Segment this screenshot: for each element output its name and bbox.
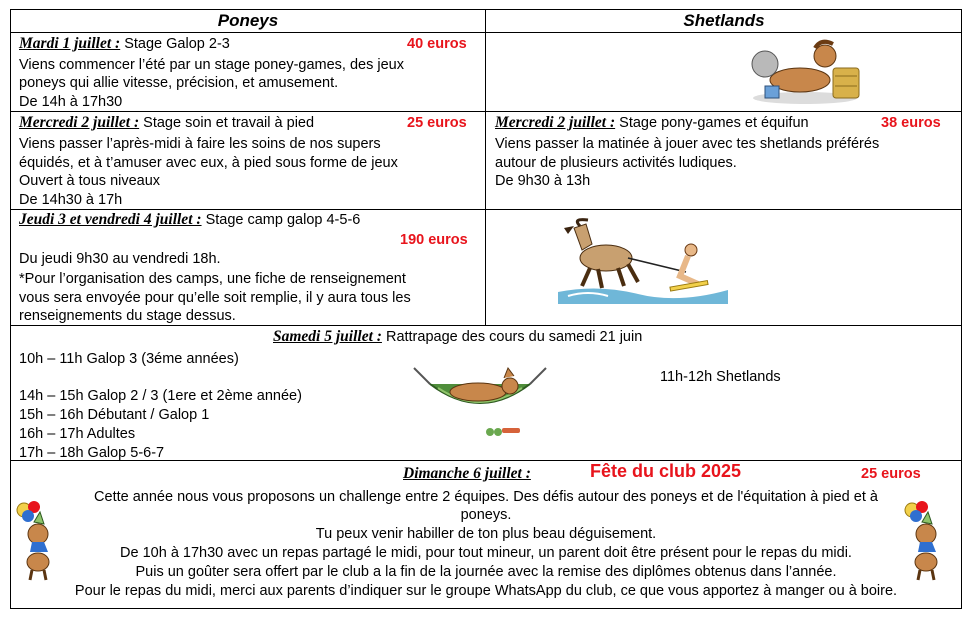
table-border-row3 xyxy=(10,209,962,210)
mercredi-poneys-line-2: équidés, et à t’amuser avec eux, à pied sous forme de jeux xyxy=(19,155,398,171)
mardi-date: Mardi 1 juillet : xyxy=(19,35,121,52)
party-pony-left-illustration xyxy=(14,500,54,582)
party-pony-right-illustration xyxy=(898,500,942,582)
table-border-row1 xyxy=(10,32,962,33)
dimanche-date: Dimanche 6 juillet : xyxy=(403,465,531,482)
mercredi-poneys-price: 25 euros xyxy=(407,115,467,131)
samedi-slot-3: 15h – 16h Débutant / Galop 1 xyxy=(19,407,210,423)
horse-waterski-illustration xyxy=(558,214,728,306)
jeudi-line-3: vous sera envoyée pour qu’elle soit remplie, il y aura tous les xyxy=(19,290,411,306)
mardi-line-2: poneys qui allie vitesse, précision, et amusement. xyxy=(19,75,339,91)
jeudi-price: 190 euros xyxy=(400,232,468,248)
mercredi-poneys-line-1: Viens passer l’après-midi à faire les soins de nos supers xyxy=(19,136,381,152)
dimanche-line-1: Cette année nous vous proposons un challenge entre 2 équipes. Des défis autour des poneys et de l'équitation à pied et à xyxy=(94,489,878,505)
dimanche-line-4: De 10h à 17h30 avec un repas partagé le midi, pour tout mineur, un parent doit être présent pour le repas du midi. xyxy=(120,545,852,561)
mercredi-shetlands-stage: Stage pony-games et équifun xyxy=(615,115,809,131)
dimanche-event: Fête du club 2025 xyxy=(590,461,742,481)
jeudi-line-2: *Pour l’organisation des camps, une fiche de renseignement xyxy=(19,271,406,287)
jeudi-date: Jeudi 3 et vendredi 4 juillet : xyxy=(19,211,202,228)
mercredi-poneys-stage: Stage soin et travail à pied xyxy=(139,115,315,131)
samedi-date: Samedi 5 juillet : xyxy=(273,328,382,345)
jeudi-line-1: Du jeudi 9h30 au vendredi 18h. xyxy=(19,251,221,267)
header-poneys: Poneys xyxy=(217,11,279,30)
mercredi-poneys-date: Mercredi 2 juillet : xyxy=(19,114,140,131)
table-border-middle xyxy=(485,9,486,326)
mardi-price: 40 euros xyxy=(407,36,467,52)
table-border-bottom xyxy=(10,608,962,609)
resting-pony-illustration xyxy=(745,36,865,106)
samedi-slot-5: 17h – 18h Galop 5-6-7 xyxy=(19,445,165,461)
dimanche-line-6: Pour le repas du midi, merci aux parents d’indiquer sur le groupe WhatsApp du club, ce que vous apportez à manger ou à boire. xyxy=(74,583,898,599)
hammock-pony-illustration xyxy=(410,362,550,442)
samedi-shetlands-slot: 11h-12h Shetlands xyxy=(660,369,781,385)
mercredi-shetlands-price: 38 euros xyxy=(881,115,941,131)
samedi-slot-1: 10h – 11h Galop 3 (3éme années) xyxy=(19,351,239,367)
header-shetlands: Shetlands xyxy=(683,11,765,30)
mercredi-shetlands-line-2: autour de plusieurs activités ludiques. xyxy=(495,155,737,171)
mercredi-shetlands-line-3: De 9h30 à 13h xyxy=(495,173,591,189)
table-border-row4 xyxy=(10,325,962,326)
mercredi-shetlands-title xyxy=(495,114,809,132)
dimanche-line-2: poneys. xyxy=(460,507,512,523)
mardi-title xyxy=(19,35,230,53)
mercredi-poneys-title xyxy=(19,114,314,132)
jeudi-line-4: renseignements du stage dessus. xyxy=(19,308,236,324)
mardi-line-3: De 14h à 17h30 xyxy=(19,94,123,110)
mercredi-poneys-line-3: Ouvert à tous niveaux xyxy=(19,173,161,189)
jeudi-title xyxy=(19,211,360,229)
samedi-stage: Rattrapage des cours du samedi 21 juin xyxy=(381,329,643,345)
table-border-row2 xyxy=(10,111,962,112)
mercredi-shetlands-date: Mercredi 2 juillet : xyxy=(495,114,616,131)
mercredi-poneys-line-4: De 14h30 à 17h xyxy=(19,192,123,208)
samedi-title xyxy=(273,328,642,346)
mercredi-shetlands-line-1: Viens passer la matinée à jouer avec tes shetlands préférés xyxy=(495,136,880,152)
dimanche-price: 25 euros xyxy=(861,466,921,482)
mardi-line-1: Viens commencer l’été par un stage poney-games, des jeux xyxy=(19,57,405,73)
dimanche-date-wrap xyxy=(403,465,531,483)
mardi-stage: Stage Galop 2-3 xyxy=(120,36,230,52)
dimanche-line-5: Puis un goûter sera offert par le club a la fin de la journée avec la remise des diplômes obtenus dans l’année. xyxy=(135,564,837,580)
samedi-slot-4: 16h – 17h Adultes xyxy=(19,426,136,442)
samedi-slot-2: 14h – 15h Galop 2 / 3 (1ere et 2ème année) xyxy=(19,388,302,404)
dimanche-line-3: Tu peux venir habiller de ton plus beau déguisement. xyxy=(315,526,657,542)
jeudi-stage: Stage camp galop 4-5-6 xyxy=(201,212,361,228)
